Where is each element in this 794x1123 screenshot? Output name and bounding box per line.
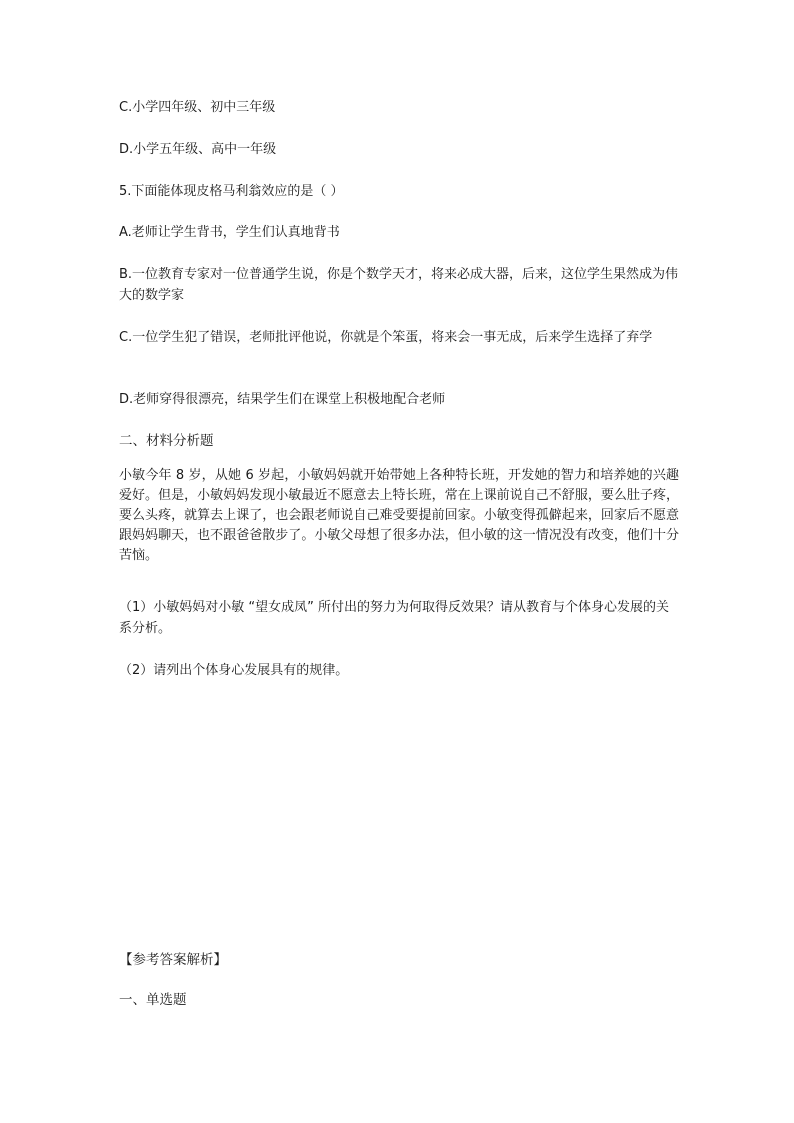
q5-option-a: A.老师让学生背书，学生们认真地背书 (119, 225, 340, 240)
q5-option-b: B.一位教育专家对一位普通学生说，你是个数学天才，将来必成大器，后来，这位学生果然成为伟大的数学家 (119, 267, 679, 303)
q4-option-c: C.小学四年级、初中三年级 (119, 100, 276, 115)
sub-question-2: （2）请列出个体身心发展具有的规律。 (119, 663, 349, 678)
q5-option-c: C.一位学生犯了错误，老师批评他说，你就是个笨蛋，将来会一事无成，后来学生选择了弃学 (119, 330, 653, 345)
answer-section-one: 一、单选题 (119, 992, 187, 1008)
section-two-title: 二、材料分析题 (119, 433, 214, 449)
answer-title: 【参考答案解析】 (119, 952, 227, 968)
sub-question-1: （1）小敏妈妈对小敏 “望女成凤” 所付出的努力为何取得反效果？请从教育与个体身心发展的关系分析。 (119, 600, 670, 636)
material-paragraph: 小敏今年 8 岁，从她 6 岁起，小敏妈妈就开始带她上各种特长班，开发她的智力和培养她的兴趣爱好。但是，小敏妈妈发现小敏最近不愿意去上特长班，常在上课前说自己不舒服，要么肚子疼，要么头疼，就算去上课了，也会跟老师说自己难受要提前回家。小敏变得孤僻起来，回家后不愿意跟妈妈聊天，也不跟爸爸散步了。小敏父母想了很多办法，但小敏的这一情况没有改变，他们十分苦恼。 (119, 468, 679, 563)
q5-stem: 5.下面能体现皮格马利翁效应的是（ ） (119, 184, 344, 199)
q5-option-d: D.老师穿得很漂亮，结果学生们在课堂上积极地配合老师 (119, 392, 446, 407)
q4-option-d: D.小学五年级、高中一年级 (119, 142, 277, 157)
